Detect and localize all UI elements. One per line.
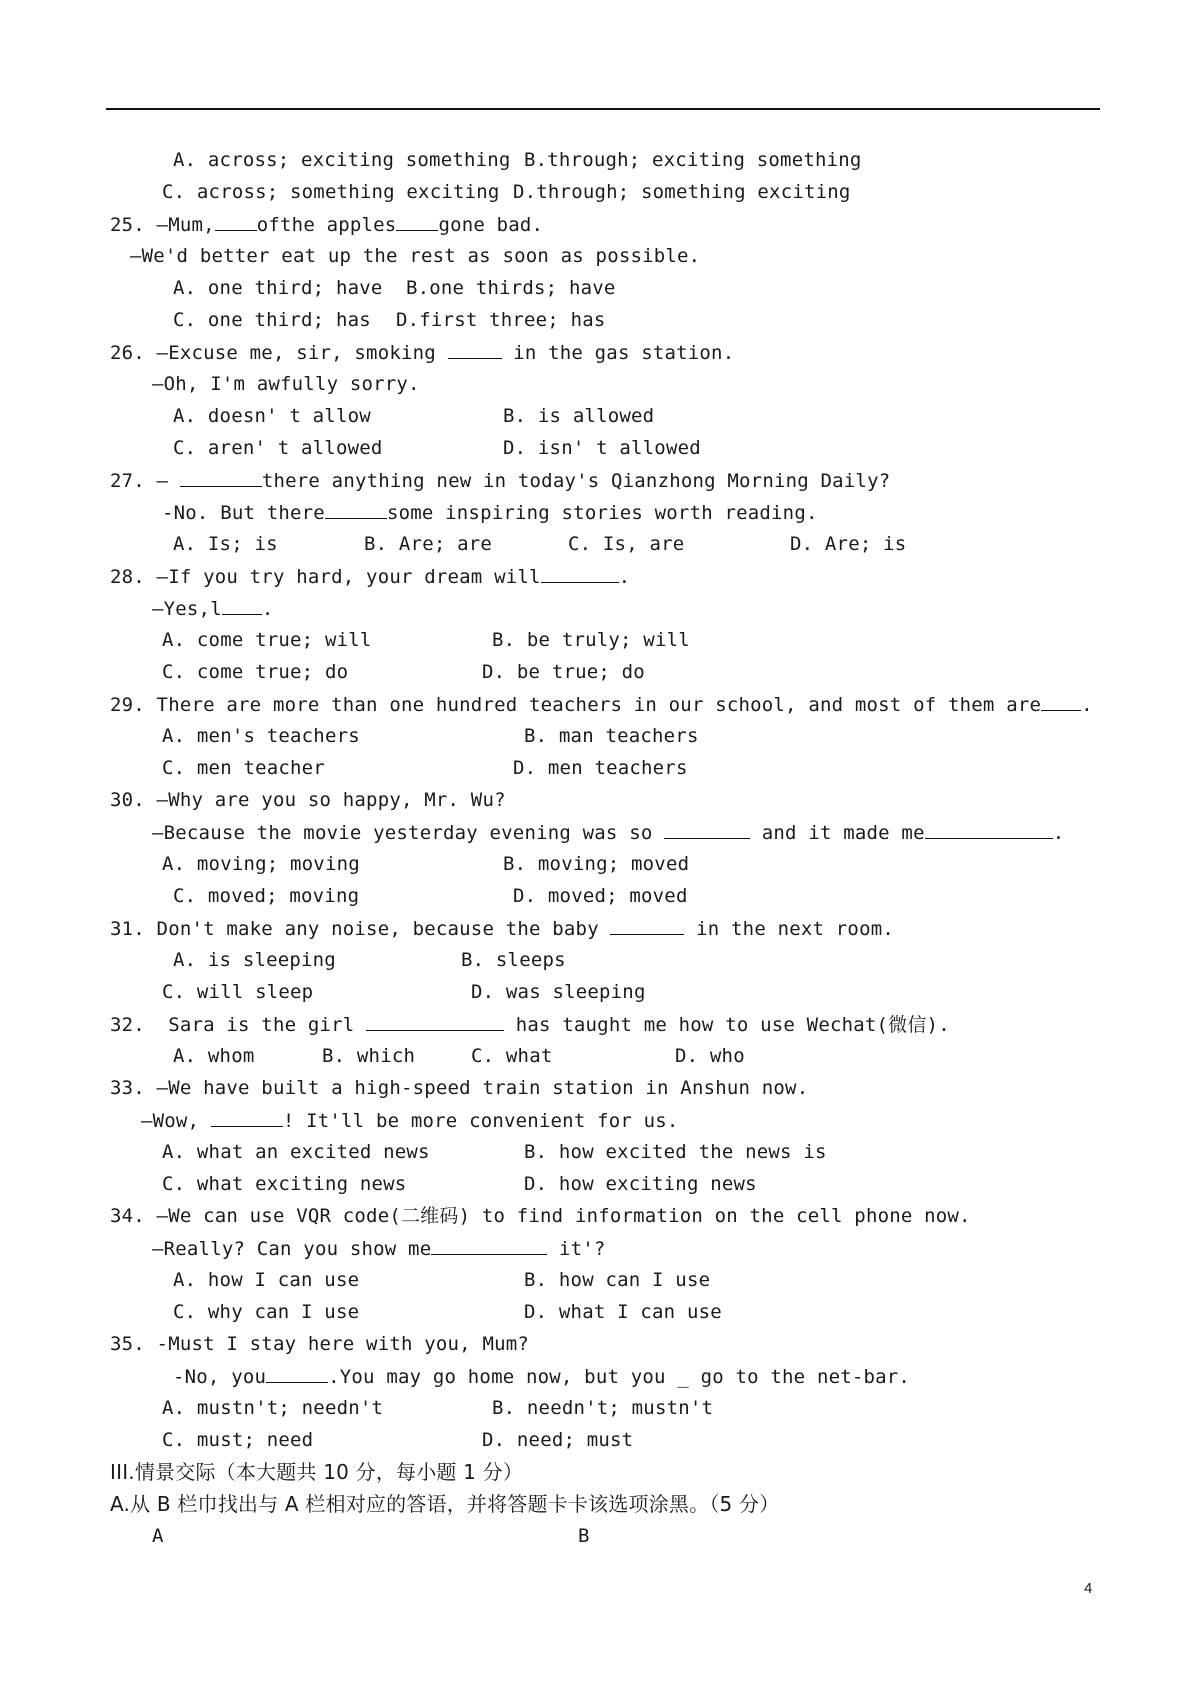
- q35-option-b: B. needn't; mustn't: [492, 1397, 714, 1419]
- q33-prompt: 33. —We have built a high-speed train station in Anshun now.: [110, 1077, 809, 1099]
- q24-option-a: A. across; exciting something: [173, 149, 511, 171]
- q33-blank: [211, 1108, 283, 1127]
- q33-reply: —Wow, ! It'll be more convenient for us.: [141, 1110, 679, 1132]
- q28-prompt: 28. —If you try hard, your dream will .: [110, 566, 631, 588]
- q32-option-b: B. which: [322, 1045, 416, 1067]
- q25-blank-1: [215, 212, 257, 231]
- q32-option-c: C. what: [471, 1045, 553, 1067]
- q24-option-c: C. across; something exciting: [162, 181, 500, 203]
- q30-option-b: B. moving; moved: [503, 853, 690, 875]
- q26-option-a: A. doesn' t allow: [173, 405, 371, 427]
- q28-option-d: D. be true; do: [482, 661, 645, 683]
- q28-reply: —Yes,l .: [152, 598, 274, 620]
- q34-reply: —Really? Can you show me it'?: [152, 1238, 606, 1260]
- q34-option-a: A. how I can use: [173, 1269, 360, 1291]
- q27-prompt: 27. — there anything new in today's Qianzhong Morning Daily?: [110, 470, 891, 492]
- q27-reply: -No. But there some inspiring stories worth reading.: [162, 502, 818, 524]
- q27-option-b: B. Are; are: [364, 533, 493, 555]
- q29-option-d: D. men teachers: [513, 757, 688, 779]
- q30-option-d: D. moved; moved: [513, 885, 688, 907]
- q34-option-d: D. what I can use: [524, 1301, 722, 1323]
- q26-option-b: B. is allowed: [503, 405, 655, 427]
- section-3-instruction: A.从 B 栏巾找出与 A 栏相对应的答语，并将答题卡卡该选项涂黑。（5 分）: [110, 1492, 780, 1516]
- q34-option-c: C. why can I use: [173, 1301, 360, 1323]
- column-a-header: A: [152, 1525, 164, 1547]
- q24-option-b: B.through; exciting something: [524, 149, 862, 171]
- q29-prompt: 29. There are more than one hundred teachers in our school, and most of them are .: [110, 694, 1093, 716]
- q25-option-b: B.one thirds; have: [406, 277, 616, 299]
- q26-reply: —Oh, I'm awfully sorry.: [152, 373, 420, 395]
- q25-blank-2: [396, 212, 438, 231]
- q33-option-d: D. how exciting news: [524, 1173, 757, 1195]
- q35-prompt: 35. -Must I stay here with you, Mum?: [110, 1333, 530, 1355]
- q35-blank: [266, 1364, 328, 1383]
- q30-blank-1: [664, 820, 750, 839]
- page-number: 4: [1084, 1580, 1093, 1597]
- q24-option-d: D.through; something exciting: [513, 181, 851, 203]
- q25-option-c: C. one third; has: [173, 309, 371, 331]
- column-b-header: B: [578, 1525, 590, 1547]
- q27-blank-1: [180, 468, 262, 487]
- q31-prompt: 31. Don't make any noise, because the baby in the next room.: [110, 918, 894, 940]
- q35-option-d: D. need; must: [482, 1429, 634, 1451]
- section-3-title: III.情景交际（本大题共 10 分，每小题 1 分）: [110, 1460, 524, 1484]
- q27-blank-2: [325, 500, 387, 519]
- q31-option-c: C. will sleep: [162, 981, 314, 1003]
- q35-option-a: A. mustn't; needn't: [162, 1397, 384, 1419]
- header-rule: [106, 108, 1100, 110]
- q28-blank-1: [541, 564, 619, 583]
- q26-prompt: 26. —Excuse me, sir, smoking in the gas station.: [110, 342, 735, 364]
- q31-option-b: B. sleeps: [461, 949, 566, 971]
- q25-prompt: 25. —Mum, ofthe apples gone bad.: [110, 214, 544, 236]
- q27-option-a: A. Is; is: [173, 533, 278, 555]
- q31-option-a: A. is sleeping: [173, 949, 336, 971]
- q30-prompt: 30. —Why are you so happy, Mr. Wu?: [110, 789, 506, 811]
- q32-option-a: A. whom: [173, 1045, 255, 1067]
- q31-blank: [610, 916, 684, 935]
- q28-option-c: C. come true; do: [162, 661, 349, 683]
- q30-option-c: C. moved; moving: [173, 885, 360, 907]
- q31-option-d: D. was sleeping: [471, 981, 646, 1003]
- q29-blank: [1041, 692, 1081, 711]
- q33-option-a: A. what an excited news: [162, 1141, 430, 1163]
- q33-option-c: C. what exciting news: [162, 1173, 407, 1195]
- q34-prompt: 34. —We can use VQR code(二维码) to find information on the cell phone now.: [110, 1205, 971, 1227]
- q30-reply: —Because the movie yesterday evening was so and it made me .: [152, 822, 1065, 844]
- q25-option-a: A. one third; have: [173, 277, 383, 299]
- q29-option-a: A. men's teachers: [162, 725, 360, 747]
- q28-option-b: B. be truly; will: [492, 629, 690, 651]
- q29-option-b: B. man teachers: [524, 725, 699, 747]
- q33-option-b: B. how excited the news is: [524, 1141, 827, 1163]
- q27-option-c: C. Is, are: [568, 533, 685, 555]
- q25-option-d: D.first three; has: [396, 309, 606, 331]
- q32-blank: [366, 1012, 504, 1031]
- q34-blank: [431, 1236, 547, 1255]
- q32-prompt: 32. Sara is the girl has taught me how to use Wechat(微信).: [110, 1014, 950, 1036]
- q34-option-b: B. how can I use: [524, 1269, 711, 1291]
- q35-option-c: C. must; need: [162, 1429, 314, 1451]
- q28-blank-2: [222, 596, 262, 615]
- q32-option-d: D. who: [675, 1045, 745, 1067]
- q27-option-d: D. Are; is: [790, 533, 907, 555]
- q26-option-d: D. isn' t allowed: [503, 437, 701, 459]
- q28-option-a: A. come true; will: [162, 629, 372, 651]
- q30-blank-2: [925, 820, 1053, 839]
- q25-reply: —We'd better eat up the rest as soon as possible.: [130, 245, 701, 267]
- q30-option-a: A. moving; moving: [162, 853, 360, 875]
- q26-option-c: C. aren' t allowed: [173, 437, 383, 459]
- q29-option-c: C. men teacher: [162, 757, 325, 779]
- q35-reply: -No, you .You may go home now, but you _ go to the net-bar.: [173, 1366, 911, 1388]
- q26-blank: [448, 340, 502, 359]
